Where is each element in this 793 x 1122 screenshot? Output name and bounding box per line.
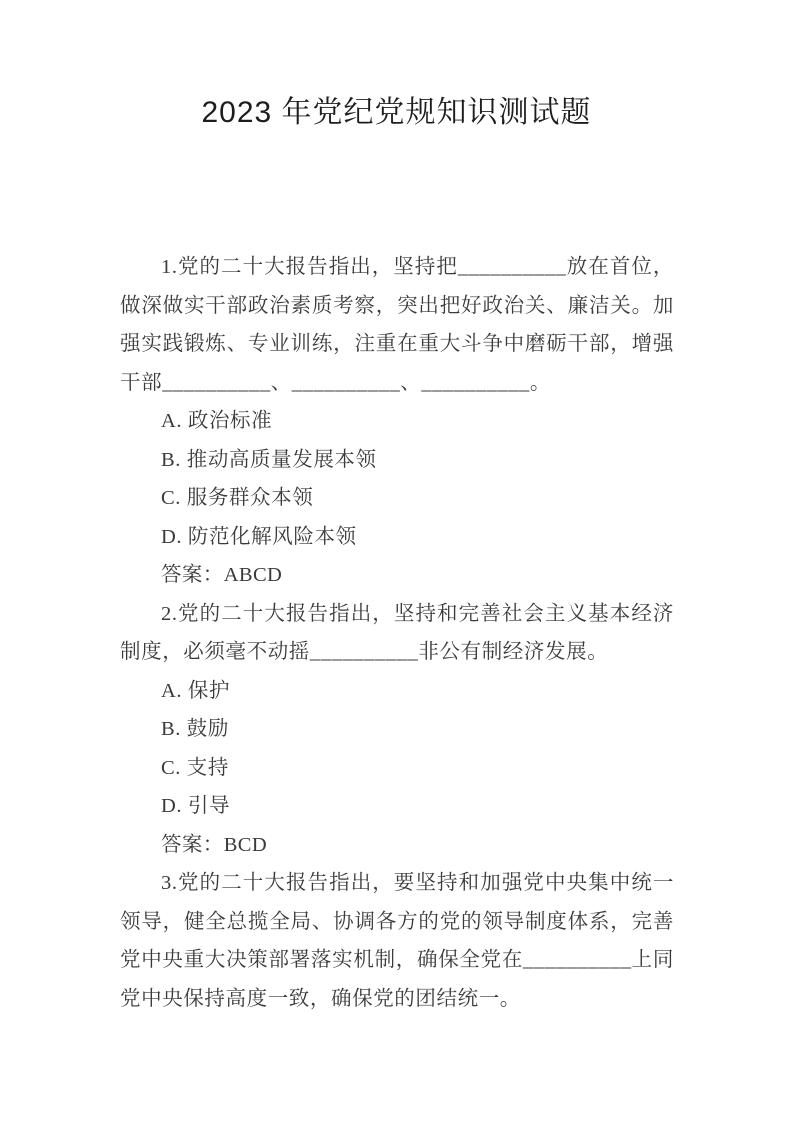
page-title: 2023 年党纪党规知识测试题 [201, 96, 592, 129]
question-answer: 答案：ABCD [161, 564, 283, 586]
question-option: D. 防范化解风险本领 [161, 525, 357, 548]
question-stem: 1.党的二十大报告指出，坚持把__________放在首位，做深做实干部政治素质考察，突出把好政治关、廉洁关。加强实践锻炼、专业训练，注重在重大斗争中磨砺干部，增强干部__________、__________、__________。 [120, 256, 674, 394]
question-stem: 2.党的二十大报告指出，坚持和完善社会主义基本经济制度，必须毫不动摇__________非公有制经济发展。 [120, 602, 674, 663]
question-option: A. 政治标准 [161, 410, 273, 432]
question-stem: 3.党的二十大报告指出，要坚持和加强党中央集中统一领导，健全总揽全局、协调各方的党的领导制度体系，完善党中央重大决策部署落实机制，确保全党在__________上同党中央保持高度一致，确保党的团结统一。 [120, 872, 674, 1010]
document-body [120, 248, 674, 1018]
question-option: C. 支持 [161, 756, 229, 779]
question-option: D. 引导 [161, 795, 231, 817]
question-option: C. 服务群众本领 [161, 487, 314, 509]
question-answer: 答案：BCD [161, 833, 268, 856]
question-option: A. 保护 [161, 679, 231, 702]
question-option: B. 推动高质量发展本领 [161, 448, 377, 471]
question-option: B. 鼓励 [161, 718, 229, 740]
